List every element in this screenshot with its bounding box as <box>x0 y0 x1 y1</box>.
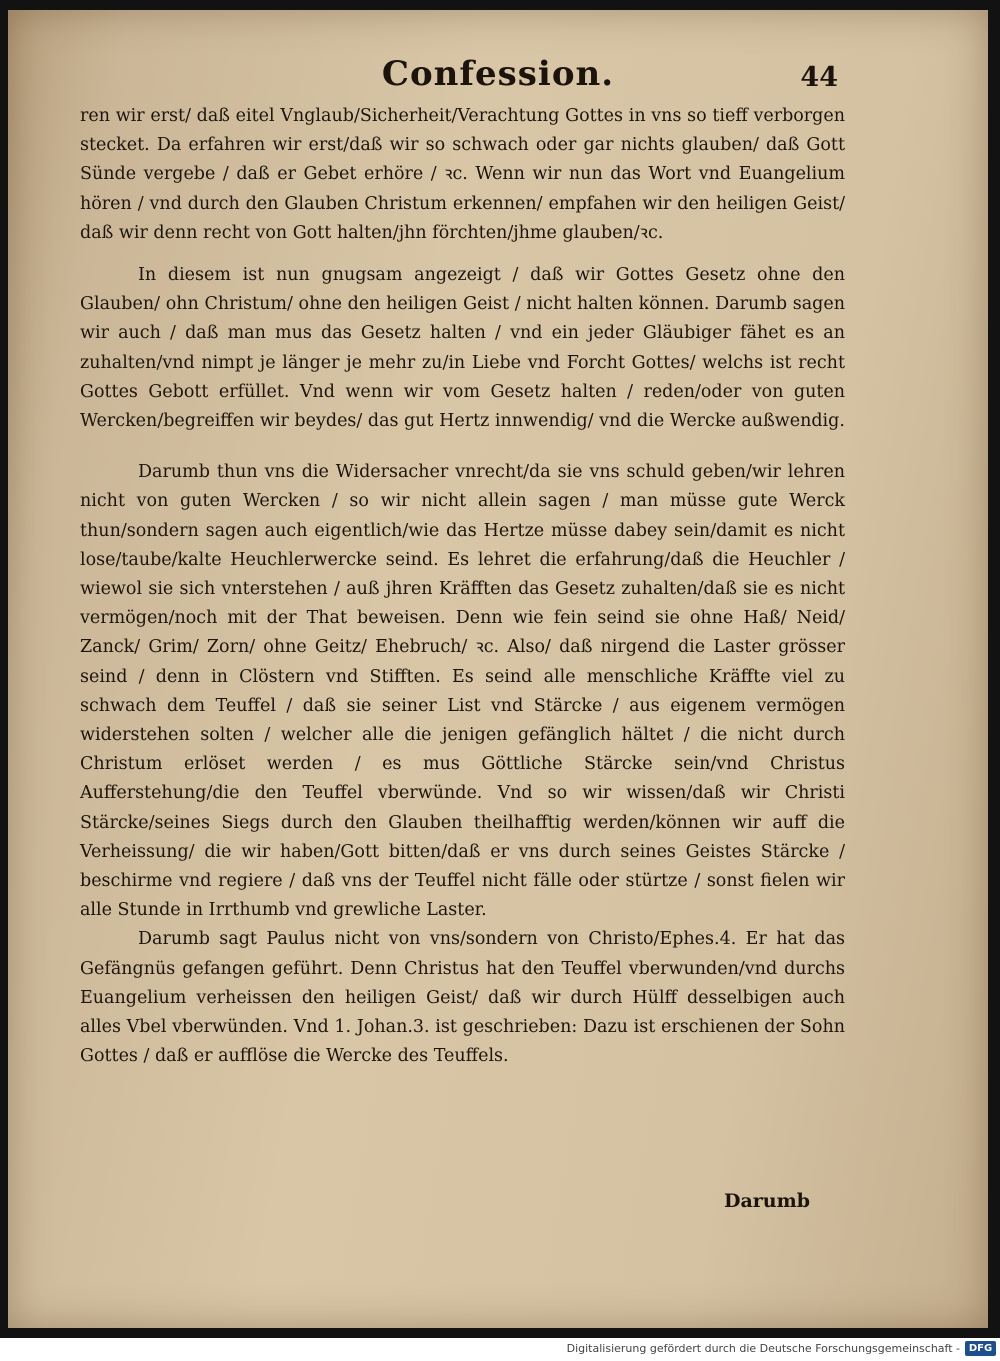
footer-bar <box>0 1338 1000 1361</box>
funding-credit: Digitalisierung gefördert durch die Deutsche Forschungsgemeinschaft - <box>566 1342 960 1355</box>
body-text <box>80 102 845 1072</box>
page-number: 44 <box>800 62 838 93</box>
paragraph: Darumb thun vns die Widersacher vnrecht/da sie vns schuld geben/wir lehren nicht von guten Wercken / so wir nicht allein sagen / man müsse gute Werck thun/sondern sagen auch eigentlich/wie das Hertze müsse dabey sein/damit es nicht lose/taube/kalte Heuchlerwercke seind. Es lehret die erfahrung/daß die Heuchler / wiewol sie sich vnterstehen / auß jhren Kräfften das Gesetz zuhalten/daß sie es nicht vermögen/noch mit der That beweisen. Denn wie fein seind sie ohne Haß/ Neid/ Zanck/ Grim/ Zorn/ ohne Geitz/ Ehebruch/ ꝛc. Also/ daß nirgend die Laster grösser seind / denn in Clöstern vnd Stifften. Es seind alle menschliche Kräffte viel zu schwach dem Teuffel / daß sie seiner List vnd Stärcke / aus eigenem vermögen widerstehen solten / welcher alle die jenigen gefänglich hältet / die nicht durch Christum erlöset werden / es mus Göttliche Stärcke sein/vnd Christus Aufferstehung/die den Teuffel vberwünde. Vnd so wir wissen/daß wir Christi Stärcke/seines Siegs durch den Glauben theilhafftig werden/können wir auff die Verheissung/ die wir haben/Gott bitten/daß er vns durch seines Geistes Stärcke / beschirme vnd regiere / daß vns der Teuffel nicht fälle oder stürtze / sonst fielen wir alle Stunde in Irrthumb vnd grewliche Laster. <box>80 462 845 921</box>
book-page <box>8 10 988 1328</box>
running-head: Confession. <box>381 54 615 94</box>
catchword: Darumb <box>723 1190 810 1212</box>
paragraph: Darumb sagt Paulus nicht von vns/sondern von Christo/Ephes.4. Er hat das Gefängnüs gefangen geführt. Denn Christus hat den Teuffel vberwunden/vnd durchs Euangelium verheissen den heiligen Geist/ daß wir durch Hülff desselbigen auch alles Vbel vberwünden. Vnd 1. Johan.3. ist geschrieben: Dazu ist erschienen der Sohn Gottes / daß er aufflöse die Wercke des Teuffels. <box>80 929 845 1067</box>
dfg-logo-icon: DFG <box>965 1341 996 1356</box>
paragraph: In diesem ist nun gnugsam angezeigt / daß wir Gottes Gesetz ohne den Glauben/ ohn Christum/ ohne den heiligen Geist / nicht halten können. Darumb sagen wir auch / daß man mus das Gesetz halten / vnd ein jeder Gläubiger fähet es an zuhalten/vnd nimpt je länger je mehr zu/in Liebe vnd Forcht Gottes/ welchs ist recht Gottes Gebott erfüllet. Vnd wenn wir vom Gesetz halten / reden/oder von guten Wercken/begreiffen wir beydes/ das gut Hertz innwendig/ vnd die Wercke außwendig. <box>80 265 845 432</box>
paragraph-continuation: ren wir erst/ daß eitel Vnglaub/Sicherheit/Verachtung Gottes in vns so tieff verborgen stecket. Da erfahren wir erst/daß wir so schwach oder gar nichts glauben/ daß Gott Sünde vergebe / daß er Gebet erhöre / ꝛc. Wenn wir nun das Wort vnd Euangelium hören / vnd durch den Glauben Christum erkennen/ empfahen wir den heiligen Geist/ daß wir denn recht von Gott halten/jhn förchten/jhme glauben/ꝛc. <box>80 106 845 243</box>
